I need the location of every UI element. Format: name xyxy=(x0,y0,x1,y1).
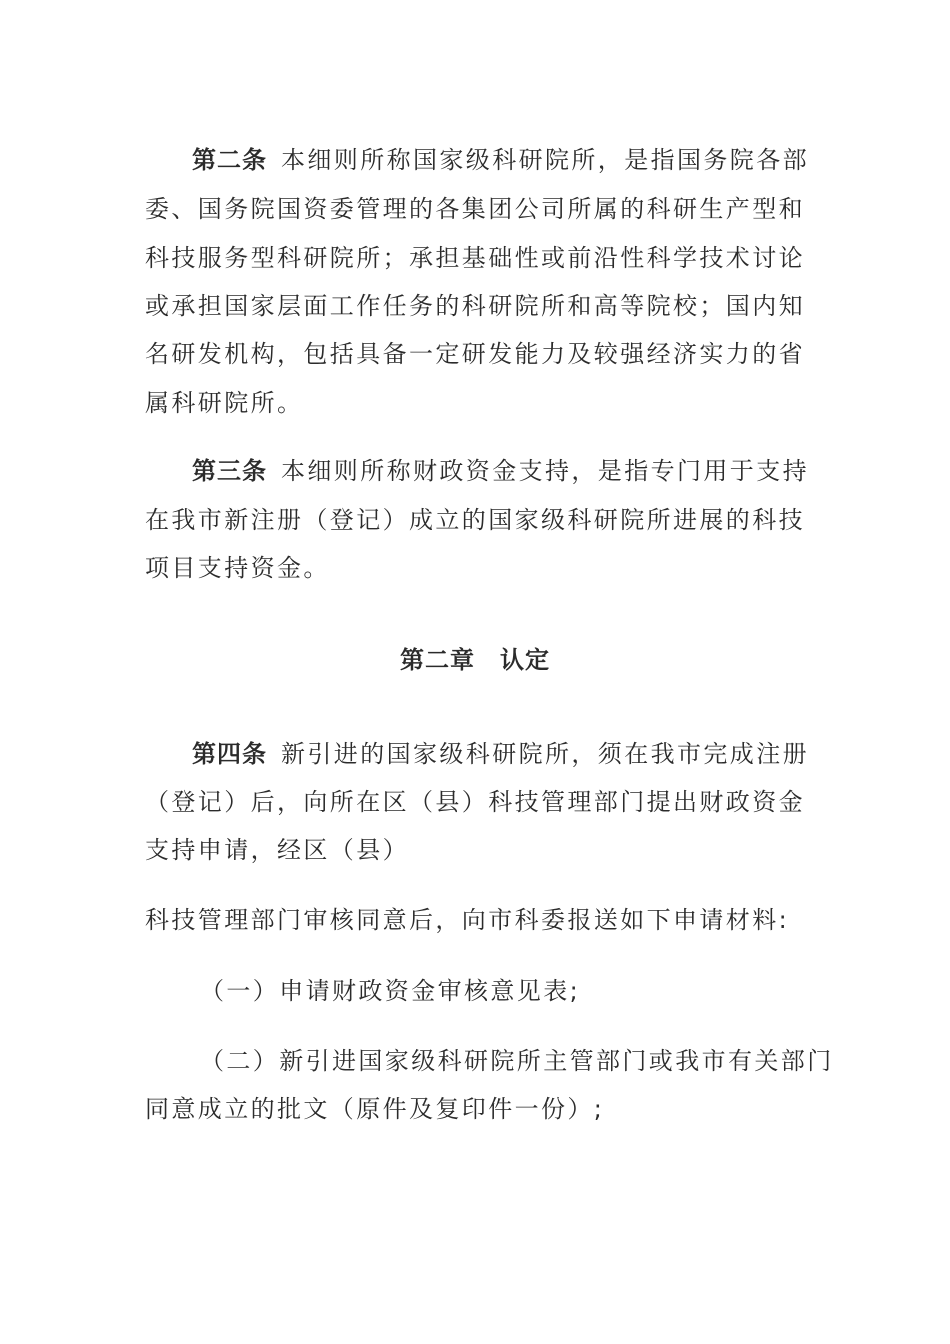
list-item-2-line-2: 同意成立的批文（原件及复印件一份）; xyxy=(145,1095,605,1123)
article-4-text-1: 新引进的国家级科研院所，须在我市完成注册 xyxy=(281,740,809,768)
list-item-2-line-1: （二）新引进国家级科研院所主管部门或我市有关部门 xyxy=(200,1047,834,1075)
list-item-1: （一）申请财政资金审核意见表; xyxy=(200,977,581,1005)
chapter-2-heading: 第二章 认定 xyxy=(400,646,550,674)
article-2-line-4: 或承担国家层面工作任务的科研院所和高等院校；国内知 xyxy=(145,292,805,320)
article-2-line-3: 科技服务型科研院所；承担基础性或前沿性科学技术讨论 xyxy=(145,244,805,272)
article-4-label: 第四条 xyxy=(192,740,267,768)
continuation-paragraph: 科技管理部门审核同意后，向市科委报送如下申请材料: xyxy=(145,906,790,934)
article-3-line-1 xyxy=(192,456,809,486)
article-3-label: 第三条 xyxy=(192,457,267,485)
article-3-text-1: 本细则所称财政资金支持，是指专门用于支持 xyxy=(281,457,809,485)
article-2-text-1: 本细则所称国家级科研院所，是指国务院各部 xyxy=(281,146,809,174)
article-2-label: 第二条 xyxy=(192,146,267,174)
article-4-line-2: （登记）后，向所在区（县）科技管理部门提出财政资金 xyxy=(145,788,805,816)
article-4-line-1 xyxy=(192,739,809,769)
article-4-line-3: 支持申请，经区（县） xyxy=(145,836,409,864)
article-2-line-5: 名研发机构，包括具备一定研发能力及较强经济实力的省 xyxy=(145,340,805,368)
article-2-line-2: 委、国务院国资委管理的各集团公司所属的科研生产型和 xyxy=(145,195,805,223)
article-3-line-2: 在我市新注册（登记）成立的国家级科研院所进展的科技 xyxy=(145,506,805,534)
article-3-line-3: 项目支持资金。 xyxy=(145,554,330,582)
article-2-line-1 xyxy=(192,145,809,175)
article-2-line-6: 属科研院所。 xyxy=(145,389,304,417)
